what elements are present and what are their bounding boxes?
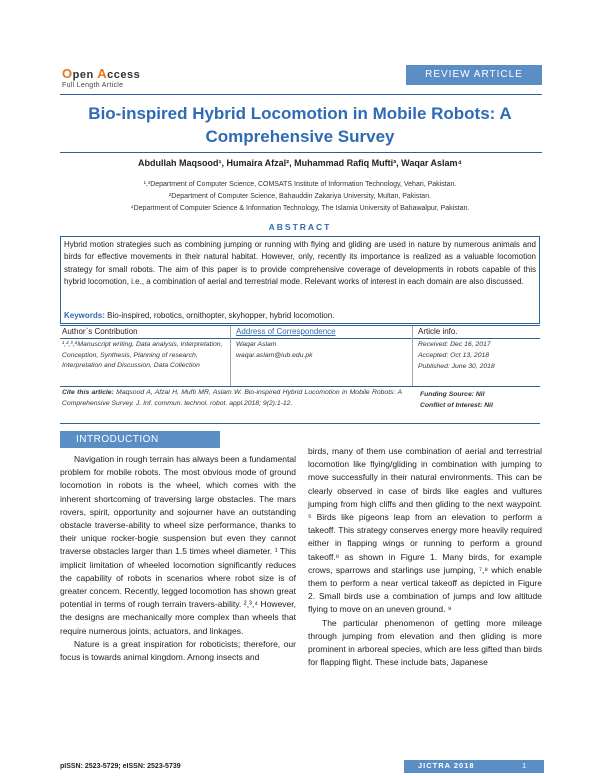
- introduction-heading: INTRODUCTION: [60, 431, 220, 448]
- brand-text-ccess: ccess: [107, 69, 141, 81]
- address-correspondence-link[interactable]: Address of Correspondence: [236, 327, 336, 336]
- brand-text-pen: pen: [72, 69, 98, 81]
- citation: [62, 388, 402, 409]
- accepted-date: Accepted: Oct 13, 2018: [418, 352, 490, 359]
- corresponding-author-email[interactable]: waqar.aslam@iub.edu.pk: [236, 352, 313, 359]
- title-divider: [60, 152, 542, 153]
- author-contribution-heading: Author`s Contribution: [62, 327, 138, 336]
- title-line-1: Bio-inspired Hybrid Locomotion in Mobile Robots: A: [88, 104, 512, 123]
- intro-paragraph-2: Nature is a great inspiration for roboticists; therefore, our focus is towards animal kingdom. Among insects and: [60, 638, 296, 663]
- cite-rule: [60, 386, 540, 387]
- info-divider-2: [412, 326, 413, 386]
- paper-title: [60, 102, 540, 148]
- received-date: Received: Dec 16, 2017: [418, 341, 491, 348]
- left-column: [60, 453, 296, 664]
- info-top-rule: [60, 325, 540, 326]
- info-bottom-rule: [60, 423, 540, 424]
- keywords-label: Keywords:: [64, 311, 105, 320]
- info-divider-1: [230, 326, 231, 386]
- corresponding-author-name: Waqar Aslam: [236, 341, 277, 348]
- brand-letter-a: A: [97, 66, 108, 81]
- journal-brand: [62, 66, 140, 81]
- intro-paragraph-1: Navigation in rough terrain has always been a fundamental problem for mobile robots. The most obvious mode of ground locomotion in robots is the wheel, which comes with the inherent shortcoming of traversing large obstacles. The mars rovers, spirit, opportunity and sojourner have an outstanding obstacle traverse-ability to wheel size performance, thanks to their unique rocker-bogie suspension but even they cannot traverse obstacles larger than 1.5 times wheel diameter. ¹ This implicit limitation of wheeled locomotion significantly reduces the capability of robots in scenarios where robot size is of greater concern. Recently, legged locomotion has shown great potential in terms of rough terrain travers-ability. ²,³,⁴ However, the designs are mechanically more complex than wheels that require numerous joints, actuators, and linkages.: [60, 454, 296, 636]
- funding-source: Funding Source: Nil: [420, 391, 485, 398]
- header-divider: [60, 94, 542, 95]
- brand-subtitle: Full Length Article: [62, 82, 124, 89]
- published-date: Published: June 30, 2018: [418, 363, 495, 370]
- right-column: [308, 445, 542, 669]
- journal-year-footer: JICTRA 2018: [418, 761, 475, 770]
- author-list: Abdullah Maqsood¹, Humaira Afzal², Muhammad Rafiq Mufti³, Waqar Aslam⁴: [138, 158, 462, 168]
- cite-label: Cite this article:: [62, 389, 114, 396]
- cite-text: Maqsood A, Afzal H, Mufti MR, Aslam W. Bio-inspired Hybrid Locomotion in Mobile Robots: A Comprehensive Survey. J. Inf. commun. technol. robot. appl.2018; 9(2):1-12.: [62, 389, 402, 407]
- conflict-of-interest: Conflict of Interest: Nil: [420, 402, 493, 409]
- keywords-list: Bio-inspired, robotics, ornithopter, skyhopper, hybrid locomotion.: [104, 311, 335, 320]
- affiliation-3: ⁴Department of Computer Science & Information Technology, The Islamia University of Bahawalpur, Pakistan.: [130, 205, 470, 212]
- affiliation-2: ²Department of Computer Science, Bahauddin Zakariya University, Multan, Pakistan.: [168, 193, 432, 200]
- page-number: 1: [522, 761, 527, 770]
- review-article-badge: REVIEW ARTICLE: [406, 65, 542, 85]
- title-line-2: Comprehensive Survey: [205, 127, 395, 146]
- keywords-line: [64, 311, 334, 320]
- info-header-rule: [60, 338, 540, 339]
- abstract-heading: ABSTRACT: [268, 222, 332, 232]
- abstract-text: Hybrid motion strategies such as combining jumping or running with flying and gliding are used in nature by numerous animals and birds for effective movements in their natural habitat. However, only, recently its importance is realized as a valuable locomotion strategy for small robots. The aim of this paper is to provide comprehensive coverage of developments in robots capable of this hybrid locomotion, i.e., a combination of aerial and terrestrial mode. Relevant works of interest in each domain are also discussed.: [64, 240, 536, 286]
- author-contribution-text: ¹,²,³,⁴Manuscript writing, Data analysis, Interpretation, Conception, Synthesis, Planning of research, Interpretation and Discussion, Data Collection: [62, 341, 223, 369]
- brand-letter-o: O: [62, 66, 73, 81]
- intro-paragraph-3: birds, many of them use combination of aerial and terrestrial locomotion like flying/gliding in combination with jumping to move successfully in their natural environments. This can be clearly observed in case of birds like eagles and vultures jumping from high cliffs and then gliding to the next waypoint. ⁵ Birds like pigeons leap from an elevation to perform a takeoff. This strategy conserves energy more heavily required either in flapping wings or running to perform a ground takeoff.⁶ as shown in Figure 1. Many birds, for example crows, sparrows and starlings use jumping, ⁷,⁸ which enable them to perform a near vertical takeoff as depicted in Figure 2. Small birds use a combination of jumps and low altitude flying to move on an uneven ground. ⁹: [308, 446, 542, 615]
- intro-paragraph-4: The particular phenomenon of getting more mileage through jumping from elevation and then gliding is more prominent in arboreal species, which are less gifted than birds for flapping flight. These include bats, Japanese: [308, 617, 542, 668]
- article-info-heading: Article info.: [418, 327, 458, 336]
- affiliation-1: ¹,³Department of Computer Science, COMSATS Institute of Information Technology, Vehari, Pakistan.: [143, 181, 457, 188]
- issn-footer: pISSN: 2523-5729; eISSN: 2523-5739: [60, 763, 181, 770]
